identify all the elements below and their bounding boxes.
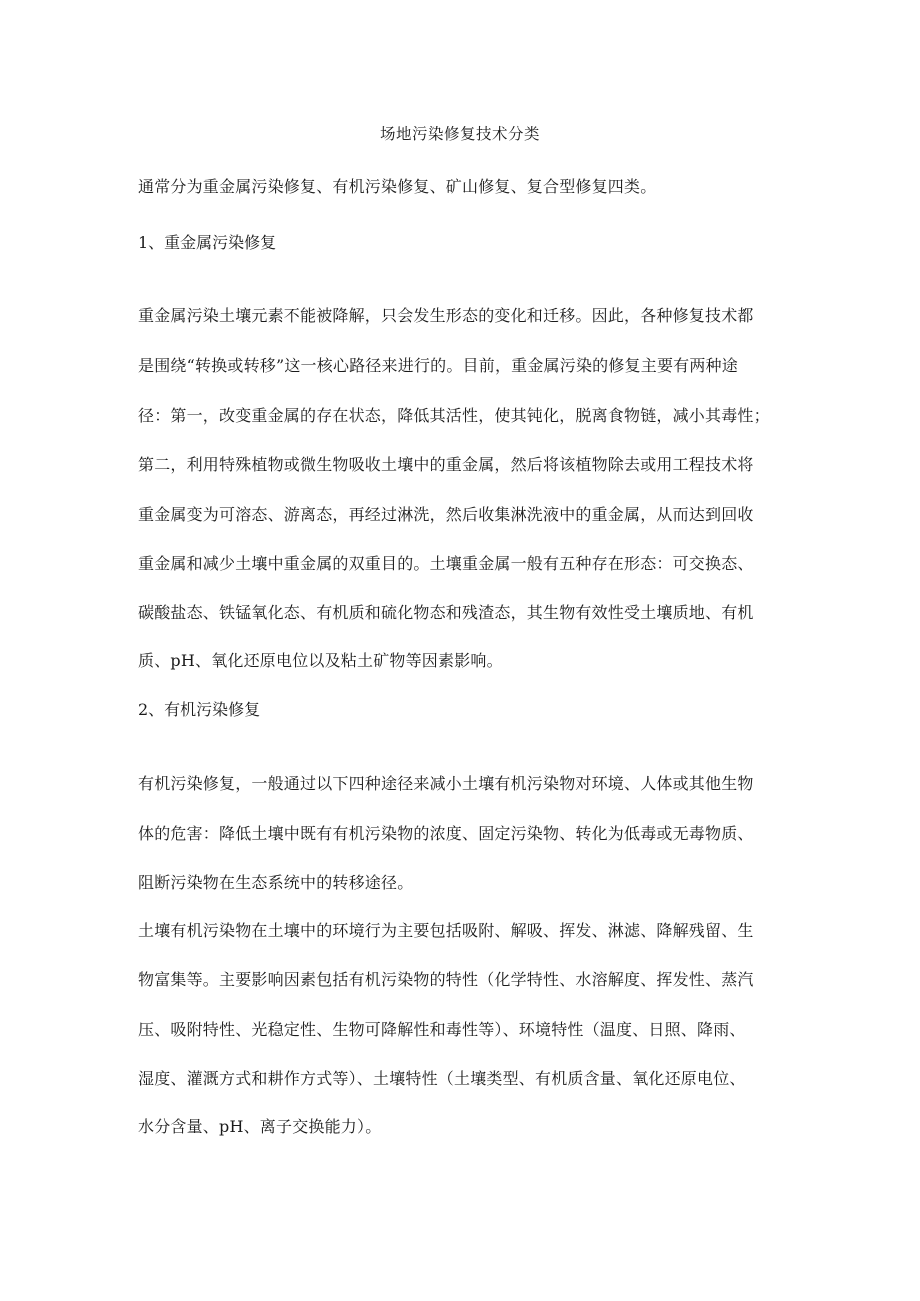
section1-line: 重金属变为可溶态、游离态，再经过淋洗，然后收集淋洗液中的重金属，从而达到回收 bbox=[138, 505, 754, 524]
section-heading-organic: 2、有机污染修复 bbox=[138, 700, 261, 719]
intro-paragraph: 通常分为重金属污染修复、有机污染修复、矿山修复、复合型修复四类。 bbox=[138, 177, 657, 196]
section1-line: 是围绕“转换或转移”这一核心路径来进行的。目前，重金属污染的修复主要有两种途 bbox=[138, 356, 738, 375]
section2-para1-line: 有机污染修复，一般通过以下四种途径来减小土壤有机污染物对环境、人体或其他生物 bbox=[138, 774, 754, 793]
section1-line: 重金属和减少土壤中重金属的双重目的。土壤重金属一般有五种存在形态：可交换态、 bbox=[138, 554, 754, 573]
section1-line: 重金属污染土壤元素不能被降解，只会发生形态的变化和迁移。因此，各种修复技术都 bbox=[138, 306, 754, 325]
section-heading-heavy-metal: 1、重金属污染修复 bbox=[138, 233, 277, 252]
section2-para1-line: 阻断污染物在生态系统中的转移途径。 bbox=[138, 873, 414, 892]
section1-line: 质、pH、氧化还原电位以及粘土矿物等因素影响。 bbox=[138, 651, 503, 670]
section2-para2-line: 湿度、灌溉方式和耕作方式等）、土壤特性（土壤类型、有机质含量、氧化还原电位、 bbox=[138, 1069, 746, 1088]
section1-line: 径：第一，改变重金属的存在状态，降低其活性，使其钝化，脱离食物链，减小其毒性； bbox=[138, 406, 770, 425]
section2-para2-line: 压、吸附特性、光稳定性、生物可降解性和毒性等）、环境特性（温度、日照、降雨、 bbox=[138, 1020, 746, 1039]
section2-para2-line: 物富集等。主要影响因素包括有机污染物的特性（化学特性、水溶解度、挥发性、蒸汽 bbox=[138, 970, 754, 989]
section2-para2-line: 土壤有机污染物在土壤中的环境行为主要包括吸附、解吸、挥发、淋滤、降解残留、生 bbox=[138, 921, 754, 940]
section1-line: 第二，利用特殊植物或微生物吸收土壤中的重金属，然后将该植物除去或用工程技术将 bbox=[138, 455, 754, 474]
section1-line: 碳酸盐态、铁锰氧化态、有机质和硫化物态和残渣态，其生物有效性受土壤质地、有机 bbox=[138, 603, 754, 622]
document-title: 场地污染修复技术分类 bbox=[379, 125, 540, 143]
section2-para1-line: 体的危害：降低土壤中既有有机污染物的浓度、固定污染物、转化为低毒或无毒物质、 bbox=[138, 824, 754, 843]
section2-para2-line: 水分含量、pH、离子交换能力）。 bbox=[138, 1117, 382, 1136]
